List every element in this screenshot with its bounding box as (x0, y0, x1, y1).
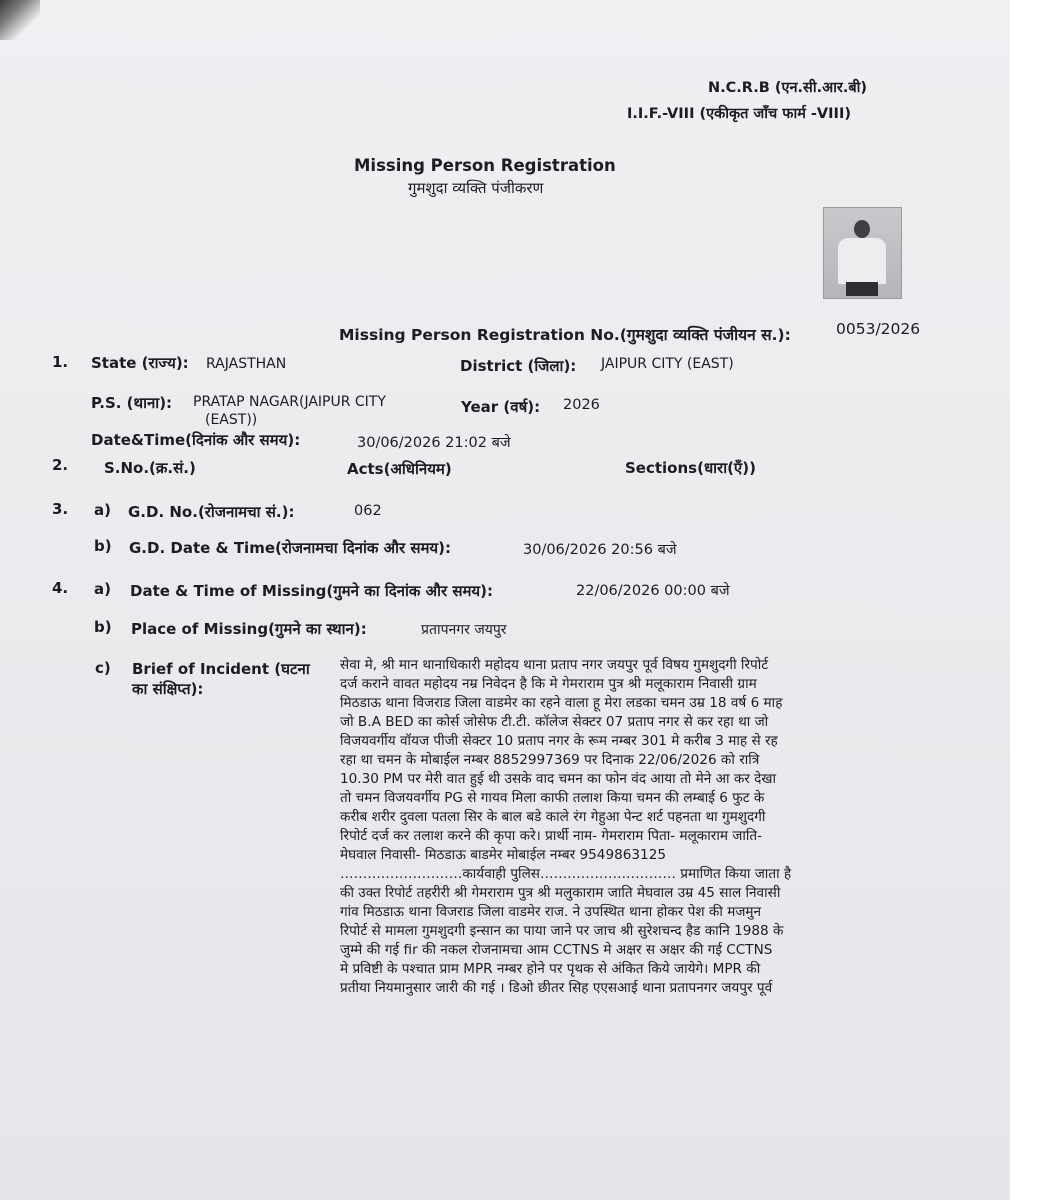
sno-label: S.No.(क्र.सं.) (104, 459, 196, 477)
gd-datetime-label: G.D. Date & Time(रोजनामचा दिनांक और समय): (129, 539, 451, 557)
item-3-number: 3. (52, 500, 69, 518)
form-title-hindi: गुमशुदा व्यक्ति पंजीकरण (408, 179, 544, 197)
registration-number: 0053/2026 (836, 320, 921, 338)
brief-line: दर्ज कराने वावत महोदय नम्र निवेदन है कि मे गेमराराम पुत्र श्री मलूकाराम निवासी ग्राम (340, 676, 757, 692)
item-4b-marker: b) (94, 618, 112, 636)
ps-value-line1: PRATAP NAGAR(JAIPUR CITY (193, 394, 386, 410)
item-1-number: 1. (52, 353, 69, 371)
place-of-missing-value: प्रतापनगर जयपुर (421, 622, 507, 638)
brief-line: गांव मिठडाऊ थाना विजराड जिला वाडमेर राज. ने उपस्थित थाना होकर पेश की मजमुन (340, 904, 762, 920)
district-value: JAIPUR CITY (EAST) (601, 356, 734, 372)
item-4c-marker: c) (95, 659, 111, 677)
brief-line: जुम्मे की गई fir की नकल रोजनामचा आम CCTNS मे अक्षर स अक्षर की गई CCTNS (340, 942, 773, 958)
page-corner-shadow (0, 0, 40, 40)
item-2-number: 2. (52, 456, 69, 474)
brief-line: मेघवाल निवासी- मिठडाऊ बाडमेर मोबाईल नम्बर 9549863125 (340, 847, 666, 863)
brief-label-line1: Brief of Incident (घटना (132, 660, 310, 678)
item-4a-marker: a) (94, 580, 111, 598)
place-of-missing-label: Place of Missing(गुमने का स्थान): (131, 620, 367, 638)
year-label: Year (वर्ष): (461, 398, 541, 416)
state-label: State (राज्य): (91, 354, 189, 372)
brief-line: विजयवर्गीय वॉयज पीजी सेक्टर 10 प्रताप नगर के रूम नम्बर 301 मे करीब 3 माह से रह (340, 733, 778, 749)
datetime-value: 30/06/2026 21:02 बजे (357, 435, 511, 451)
missing-person-photo (823, 207, 902, 299)
datetime-label: Date&Time(दिनांक और समय): (91, 431, 301, 449)
acts-label: Acts(अधिनियम) (347, 460, 452, 478)
district-label: District (जिला): (460, 357, 577, 375)
brief-line: की उक्त रिपोर्ट तहरीरी श्री गेमराराम पुत्र श्री मलुकाराम जाति मेघवाल उम्र 45 साल निवासी (340, 885, 781, 901)
item-4-number: 4. (52, 579, 69, 597)
ps-label: P.S. (थाना): (91, 394, 173, 412)
brief-line: 10.30 PM पर मेरी वात हुई थी उसके वाद चमन का फोन वंद आया तो मेने आ कर देखा (340, 771, 776, 787)
item-3b-marker: b) (94, 537, 112, 555)
page-margin (1010, 0, 1044, 1200)
iif-header: I.I.F.-VIII (एकीकृत जाँच फार्म -VIII) (627, 106, 851, 122)
brief-line: जो B.A BED का कोर्स जोसेफ टी.टी. कॉलेज सेक्टर 07 प्रताप नगर से कर रहा था जो (340, 714, 769, 730)
brief-line: सेवा मे, श्री मान थानाधिकारी महोदय थाना प्रताप नगर जयपुर पूर्व विषय गुमशुदगी रिपोर्ट (340, 657, 769, 673)
gd-no-label: G.D. No.(रोजनामचा सं.): (128, 503, 295, 521)
state-value: RAJASTHAN (206, 356, 287, 372)
brief-line: करीब शरीर दुवला पतला सिर के बाल बडे काले रंग गेहुआ पेन्ट शर्ट पहनता था गुमशुदगी (340, 809, 766, 825)
brief-line: ………………………कार्यवाही पुलिस………………………… प्रमाणित किया जाता है (340, 866, 792, 882)
brief-line: तो चमन विजयवर्गीय PG से गायव मिला काफी तलाश किया चमन की लम्बाई 6 फुट के (340, 790, 765, 806)
ncrb-header: N.C.R.B (एन.सी.आर.बी) (708, 80, 868, 96)
gd-datetime-value: 30/06/2026 20:56 बजे (523, 542, 677, 558)
gd-no-value: 062 (354, 503, 382, 519)
brief-line: प्रतीया नियमानुसार जारी की गई । डिओ छीतर सिह एएसआई थाना प्रतापनगर जयपुर पूर्व (340, 980, 773, 996)
form-title: Missing Person Registration (354, 156, 616, 175)
brief-of-incident-text (340, 656, 912, 998)
brief-line: रहा था चमन के मोबाईल नम्बर 8852997369 पर दिनाक 22/06/2026 को रात्रि (340, 752, 760, 768)
brief-line: रिपोर्ट से मामला गुमशुदगी इन्सान का पाया जाने पर जाच श्री सुरेशचन्द हैड कानि 1988 के (340, 923, 784, 939)
brief-line: मे प्रविष्टी के पश्चात प्राम MPR नम्बर होने पर पृथक से अंकित किये जायेगे। MPR की (340, 961, 761, 977)
item-3a-marker: a) (94, 501, 111, 519)
registration-label: Missing Person Registration No.(गुमशुदा व्यक्ति पंजीयन स.): (339, 326, 791, 344)
brief-line: मिठडाऊ थाना विजराड जिला वाडमेर का रहने वाला हू मेरा लडका चमन उम्र 18 वर्ष 6 माह (340, 695, 783, 711)
missing-datetime-label: Date & Time of Missing(गुमने का दिनांक और समय): (130, 582, 493, 600)
sections-label: Sections(धारा(एँ)) (625, 459, 756, 477)
missing-datetime-value: 22/06/2026 00:00 बजे (576, 583, 730, 599)
year-value: 2026 (563, 397, 600, 413)
ps-value-line2: (EAST)) (205, 412, 258, 428)
brief-line: रिपोर्ट दर्ज कर तलाश करने की कृपा करे। प्रार्थी नाम- गेमराराम पिता- मलूकाराम जाति- (340, 828, 763, 844)
brief-label-line2: का संक्षिप्त): (132, 680, 204, 698)
